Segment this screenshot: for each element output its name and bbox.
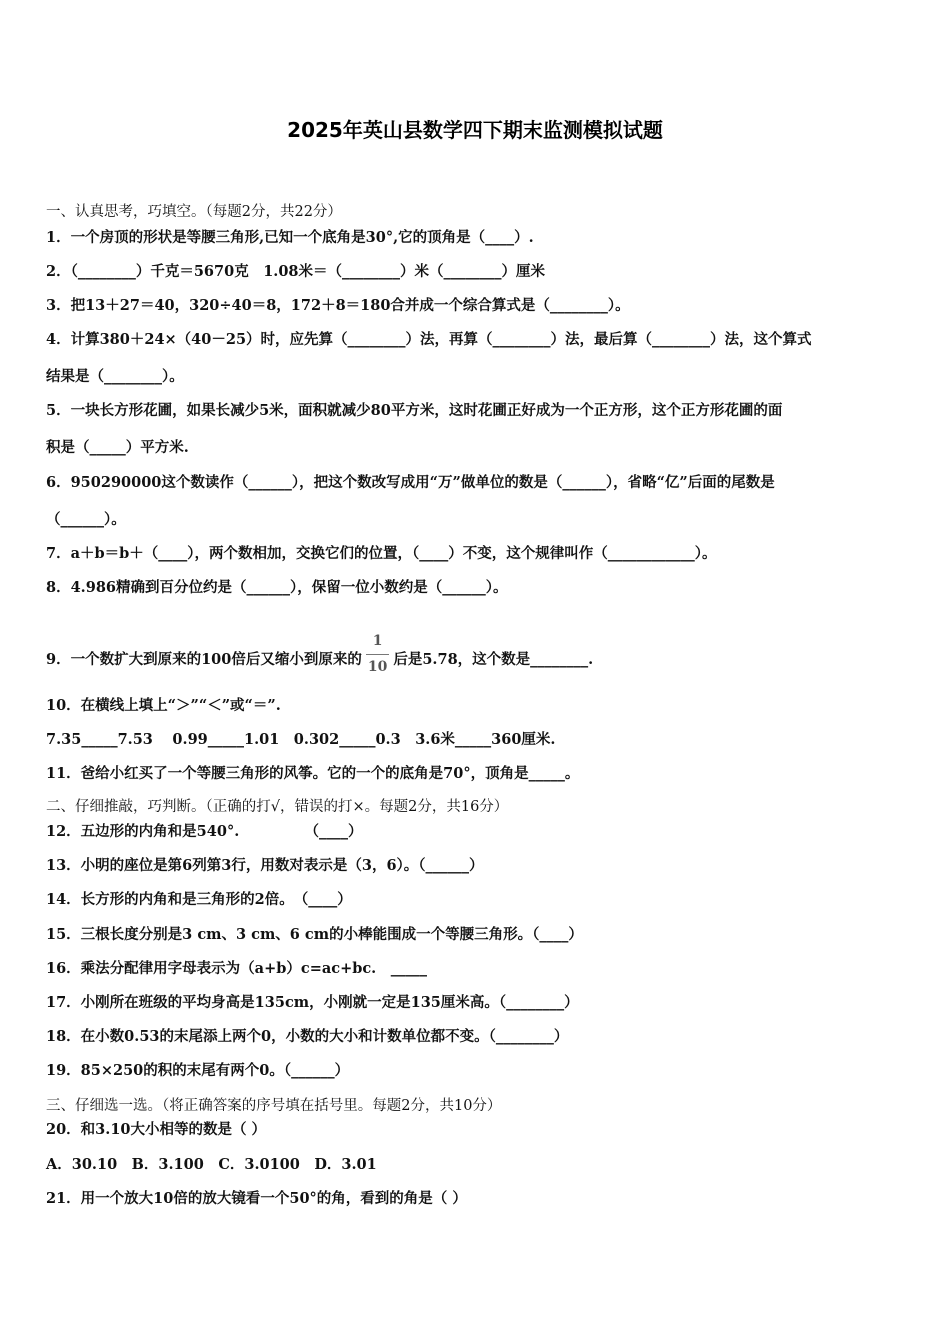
question-6-line-1: 6．950290000这个数读作（______），把这个数改写成用“万”做单位的数是（______），省略“亿”后面的尾数是 — [46, 474, 775, 491]
page-title: 2025年英山县数学四下期末监测模拟试题 — [287, 118, 663, 142]
question-12: 12．五边形的内角和是540°. （____） — [46, 823, 363, 840]
question-20-options: A．30.10 B．3.100 C．3.0100 D．3.01 — [46, 1156, 377, 1173]
question-19: 19．85×250的积的末尾有两个0。（______） — [46, 1062, 350, 1079]
question-9-text-before: 9．一个数扩大到原来的100倍后又缩小到原来的 — [46, 651, 362, 668]
fraction-denominator: 10 — [367, 659, 388, 675]
question-13: 13．小明的座位是第6列第3行，用数对表示是（3，6）。（______） — [46, 857, 484, 874]
question-7: 7．a＋b＝b＋（____），两个数相加，交换它们的位置，（____）不变，这个规律叫作（____________）。 — [46, 545, 717, 562]
question-16: 16．乘法分配律用字母表示为（a+b）c=ac+bc. _____ — [46, 960, 427, 977]
question-9 — [46, 633, 594, 683]
question-15: 15．三根长度分别是3 cm、3 cm、6 cm的小棒能围成一个等腰三角形。（____） — [46, 926, 583, 943]
question-5-line-2: 积是（_____）平方米. — [46, 439, 189, 456]
question-21: 21．用一个放大10倍的放大镜看一个50°的角，看到的角是（ ） — [46, 1190, 467, 1207]
question-5-line-1: 5．一块长方形花圃，如果长减少5米，面积就减少80平方米，这时花圃正好成为一个正方形，这个正方形花圃的面 — [46, 402, 783, 419]
section-2-heading: 二、仔细推敲，巧判断。（正确的打√，错误的打×。每题2分，共16分） — [46, 799, 509, 815]
section-3-heading: 三、仔细选一选。（将正确答案的序号填在括号里。每题2分，共10分） — [46, 1098, 502, 1114]
question-10: 10．在横线上填上“＞”“＜”或“＝”. — [46, 697, 281, 714]
question-18: 18．在小数0.53的末尾添上两个0，小数的大小和计数单位都不变。（________） — [46, 1028, 569, 1045]
question-9-text-after: 后是5.78，这个数是________. — [393, 651, 594, 668]
question-20: 20．和3.10大小相等的数是（ ） — [46, 1121, 267, 1138]
question-6-line-2: （______）。 — [46, 511, 126, 528]
question-11: 11．爸给小红买了一个等腰三角形的风筝。它的一个的底角是70°，顶角是_____。 — [46, 765, 580, 782]
question-14: 14．长方形的内角和是三角形的2倍。 （____） — [46, 891, 352, 908]
question-1: 1．一个房顶的形状是等腰三角形,已知一个底角是30°,它的顶角是（____）. — [46, 229, 534, 246]
question-3: 3．把13＋27＝40，320÷40＝8，172＋8＝180合并成一个综合算式是（________）。 — [46, 297, 630, 314]
section-1-heading: 一、认真思考，巧填空。（每题2分，共22分） — [46, 204, 342, 220]
fraction-one-tenth — [366, 631, 389, 677]
question-8: 8．4.986精确到百分位约是（______），保留一位小数约是（______）。 — [46, 579, 508, 596]
question-4-line-1: 4．计算380＋24×（40－25）时，应先算（________）法，再算（________）法，最后算（________）法，这个算式 — [46, 331, 812, 348]
question-2: 2．（________）千克＝5670克 1.08米＝（________）米（________）厘米 — [46, 263, 546, 280]
question-17: 17．小刚所在班级的平均身高是135cm，小刚就一定是135厘米高。（________） — [46, 994, 579, 1011]
fraction-numerator: 1 — [372, 633, 383, 649]
question-4-line-2: 结果是（________）。 — [46, 368, 184, 385]
question-10-items: 7.35_____7.53 0.99_____1.01 0.302_____0.3 3.6米_____360厘米. — [46, 731, 556, 748]
